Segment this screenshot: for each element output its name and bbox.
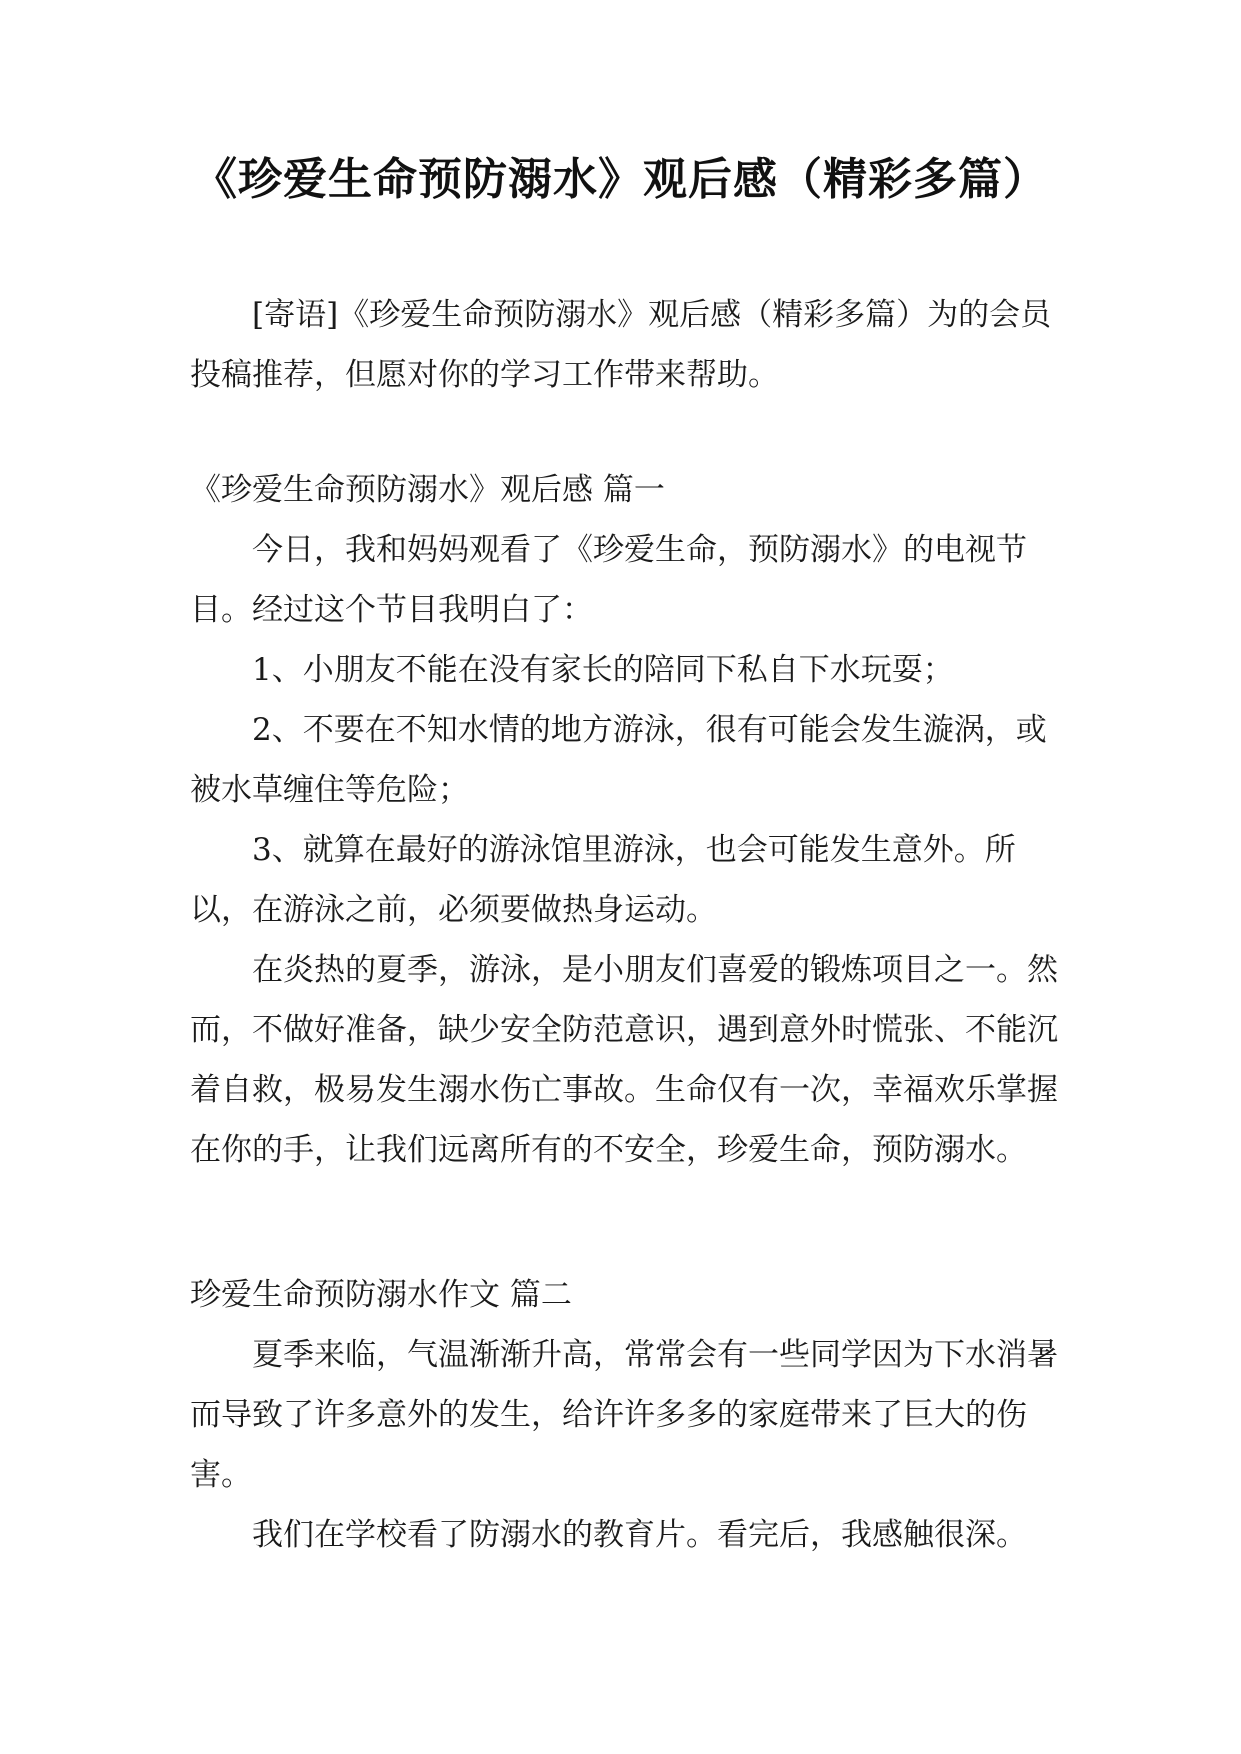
paragraph: 在炎热的夏季，游泳，是小朋友们喜爱的锻炼项目之一。然而，不做好准备，缺少安全防范意识，遇到意外时慌张、不能沉着自救，极易发生溺水伤亡事故。生命仅有一次，幸福欢乐掌握在你的手，让我们远离所有的不安全，珍爱生命，预防溺水。 [190,952,1058,1168]
paragraph: 我们在学校看了防溺水的教育片。看完后，我感触很深。 [252,1517,1027,1553]
intro-paragraph: [寄语]《珍爱生命预防溺水》观后感（精彩多篇）为的会员投稿推荐，但愿对你的学习工作带来帮助。 [190,297,1052,393]
paragraph: 3、就算在最好的游泳馆里游泳，也会可能发生意外。所以，在游泳之前，必须要做热身运动。 [190,832,1016,928]
page-title: 《珍爱生命预防溺水》观后感（精彩多篇） [193,154,1048,205]
paragraph: 今日，我和妈妈观看了《珍爱生命，预防溺水》的电视节目。经过这个节目我明白了： [190,532,1027,628]
section-2-heading: 珍爱生命预防溺水作文 篇二 [190,1277,572,1313]
paragraph: 2、不要在不知水情的地方游泳，很有可能会发生漩涡，或被水草缠住等危险； [190,712,1047,808]
section-1-heading: 《珍爱生命预防溺水》观后感 篇一 [190,472,665,508]
paragraph: 1、小朋友不能在没有家长的陪同下私自下水玩耍； [252,652,954,688]
paragraph: 夏季来临，气温渐渐升高，常常会有一些同学因为下水消暑而导致了许多意外的发生，给许许多多的家庭带来了巨大的伤害。 [190,1337,1058,1493]
section-1-body [190,520,1060,1180]
section-2-body [190,1325,1060,1565]
